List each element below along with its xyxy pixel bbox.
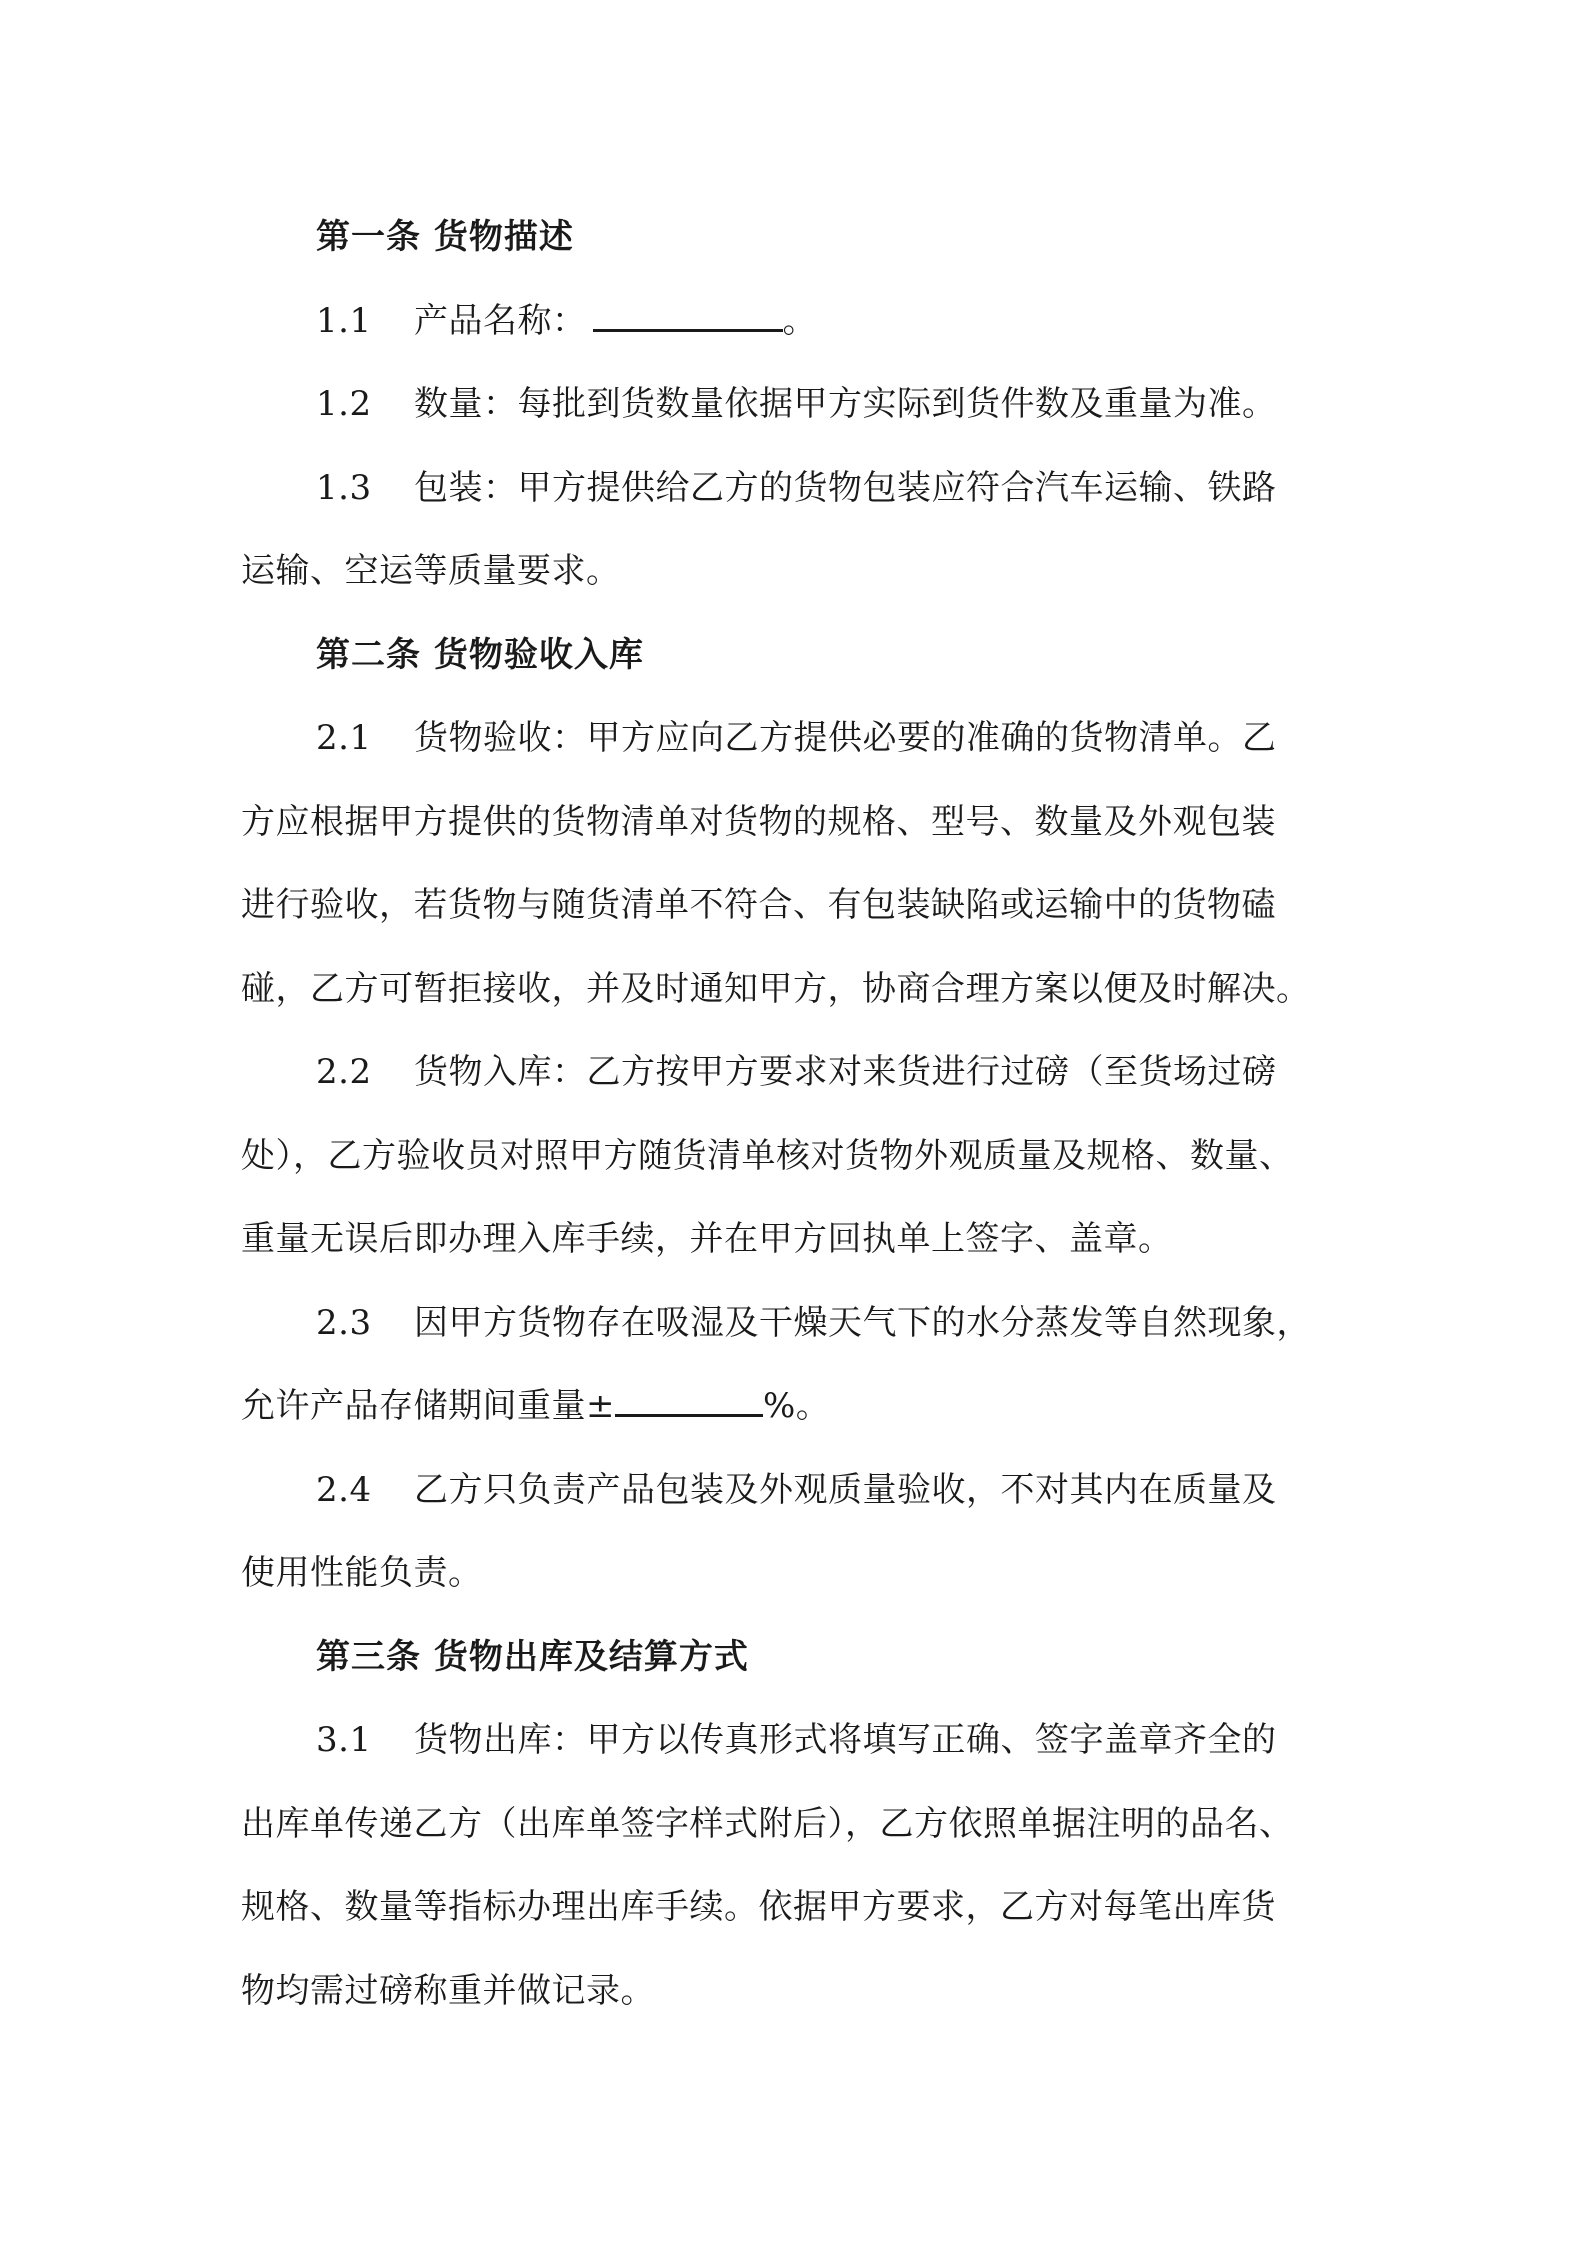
clause-text: 货物验收：甲方应向乙方提供必要的准确的货物清单。乙 xyxy=(414,718,1277,758)
clause-3-1 xyxy=(241,1699,1356,1783)
clause-number: 2.4 xyxy=(316,1469,372,1510)
clause-2-3 xyxy=(241,1282,1356,1366)
clause-text: 货物出库：甲方以传真形式将填写正确、签字盖章齐全的 xyxy=(414,1720,1277,1760)
clause-text-end: 。 xyxy=(782,300,817,341)
article-heading: 第二条 货物验收入库 xyxy=(316,634,644,675)
product-name-blank[interactable] xyxy=(593,303,783,332)
clause-2-4 xyxy=(241,1449,1356,1533)
clause-text: 允许产品存储期间重量± xyxy=(241,1386,615,1426)
clause-2-4-cont: 使用性能负责。 xyxy=(241,1553,483,1593)
clause-2-1 xyxy=(241,697,1356,781)
article-heading: 第一条 货物描述 xyxy=(316,217,574,257)
clause-2-1-cont: 进行验收，若货物与随货清单不符合、有包装缺陷或运输中的货物磕 xyxy=(241,885,1276,925)
clause-3-1-cont: 物均需过磅称重并做记录。 xyxy=(241,1970,655,2011)
clause-2-2-cont: 处），乙方验收员对照甲方随货清单核对货物外观质量及规格、数量、 xyxy=(241,1135,1294,1176)
document-body xyxy=(241,196,1356,2033)
clause-1-3-cont: 运输、空运等质量要求。 xyxy=(241,551,621,591)
clause-number: 3.1 xyxy=(316,1720,372,1760)
clause-number: 1.1 xyxy=(316,300,372,341)
article-heading: 第三条 货物出库及结算方式 xyxy=(316,1636,749,1677)
clause-text: 包装：甲方提供给乙方的货物包装应符合汽车运输、铁路 xyxy=(414,467,1277,508)
clause-2-2 xyxy=(241,1031,1356,1115)
clause-text: 乙方只负责产品包装及外观质量验收，不对其内在质量及 xyxy=(414,1469,1277,1510)
clause-2-2-cont: 重量无误后即办理入库手续，并在甲方回执单上签字、盖章。 xyxy=(241,1219,1173,1259)
clause-text: 产品名称： xyxy=(414,300,587,341)
clause-3-1-cont: 出库单传递乙方（出库单签字样式附后），乙方依照单据注明的品名、 xyxy=(241,1803,1294,1844)
clause-3-1-cont: 规格、数量等指标办理出库手续。依据甲方要求，乙方对每笔出库货 xyxy=(241,1887,1276,1927)
clause-number: 2.1 xyxy=(316,718,372,758)
clause-2-1-cont: 碰，乙方可暂拒接收，并及时通知甲方，协商合理方案以便及时解决。 xyxy=(241,968,1311,1009)
clause-text: 货物入库：乙方按甲方要求对来货进行过磅（至货场过磅 xyxy=(414,1052,1277,1092)
clause-text: 因甲方货物存在吸湿及干燥天气下的水分蒸发等自然现象， xyxy=(414,1302,1311,1343)
clause-1-1 xyxy=(241,280,1356,364)
clause-number: 2.2 xyxy=(316,1052,372,1092)
clause-1-3 xyxy=(241,447,1356,531)
clause-number: 1.2 xyxy=(316,384,372,424)
clause-number: 2.3 xyxy=(316,1302,372,1343)
clause-2-3-cont xyxy=(241,1365,1356,1449)
weight-tolerance-blank[interactable] xyxy=(615,1388,763,1417)
clause-text-end: %。 xyxy=(763,1386,831,1426)
clause-text: 数量：每批到货数量依据甲方实际到货件数及重量为准。 xyxy=(414,384,1277,424)
clause-number: 1.3 xyxy=(316,467,372,508)
clause-2-1-cont: 方应根据甲方提供的货物清单对货物的规格、型号、数量及外观包装 xyxy=(241,801,1276,842)
clause-1-2 xyxy=(241,363,1356,447)
